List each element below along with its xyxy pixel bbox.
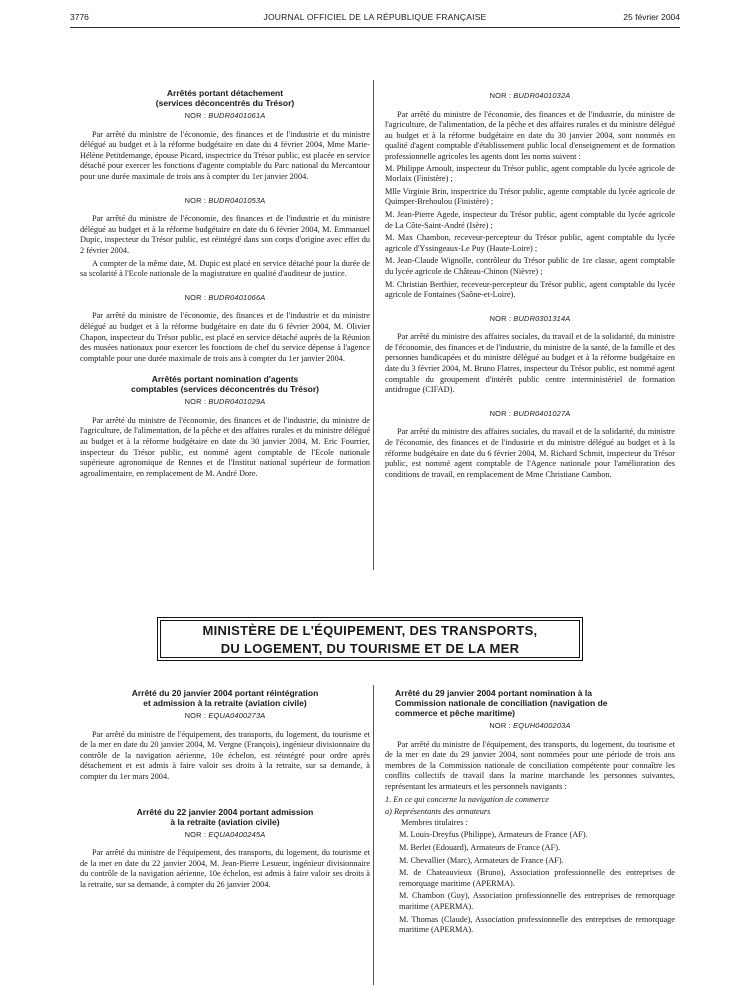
- section-title: Arrêtés portant nomination d'agents comptables (services déconcentrés du Trésor): [130, 374, 320, 395]
- ministry-title-line1: MINISTÈRE DE L'ÉQUIPEMENT, DES TRANSPORTS,: [202, 623, 538, 638]
- members-label: Membres titulaires :: [401, 817, 468, 827]
- nor-reference: NOR : BUDR0401066A: [184, 292, 266, 302]
- nor-reference: NOR : BUDR0401029A: [184, 397, 266, 407]
- decree-paragraph: Par arrêté du ministre de l'équipement, des transports, du logement, du tourisme et de la mer en date du 20 janvier 2004, M. Vergne (François), ingénieur divisionnaire du contrôle de la navigation aérienne, 10e échelon, est réintégré pour ordre après détachement et est admis à faire valoir ses droits à la retraite, sur sa demande, à compter du 1er mars 2004.: [80, 729, 370, 781]
- list-item: M. Jean-Pierre Agede, inspecteur du Trésor public, agent comptable du lycée agricole de La Côte-Saint-André (Isère) ;: [385, 209, 675, 230]
- right-column-top: [385, 88, 675, 480]
- page-header: [70, 10, 680, 26]
- nor-reference: NOR : EQUA0400245A: [184, 829, 266, 839]
- nor-reference: NOR : BUDR0301314A: [489, 313, 571, 323]
- column-divider-bottom: [373, 685, 374, 985]
- section-title: Arrêté du 29 janvier 2004 portant nomination à la Commission nationale de conciliation (navigation de commerce et pêche maritime): [395, 688, 608, 718]
- nor-reference: NOR : BUDR0401053A: [184, 195, 266, 205]
- member-item: M. Thomas (Claude), Association professionnelle des entreprises de remorquage maritime (APERMA).: [399, 914, 675, 935]
- nor-reference: NOR : EQUA0400273A: [184, 711, 266, 720]
- list-item: M. Christian Berthier, receveur-percepteur du Trésor public, agent comptable du lycée agricole de Fontaines (Saône-et-Loire).: [385, 279, 675, 300]
- list-item: M. Jean-Claude Wignolle, contrôleur du Trésor public de 1re classe, agent comptable du lycée agricole de Château-Chinon (Nièvre) ;: [385, 256, 675, 276]
- list-item: Mlle Virginie Brin, inspectrice du Trésor public, agente comptable du lycée agricole de Quimper-Brehoulou (Finistère) ;: [385, 186, 675, 207]
- section-title: Arrêté du 22 janvier 2004 portant admission à la retraite (aviation civile): [136, 806, 314, 827]
- section-title: Arrêtés portant détachement (services déconcentrés du Trésor): [155, 88, 295, 108]
- left-column-bottom: [80, 688, 370, 891]
- column-divider-top: [373, 80, 374, 570]
- issue-date: 25 février 2004: [623, 12, 680, 22]
- left-column-top: [80, 88, 370, 479]
- section-title: Arrêté du 20 janvier 2004 portant réintégration et admission à la retraite (aviation civile): [131, 688, 319, 708]
- decree-paragraph: Par arrêté du ministre de l'économie, des finances et de l'industrie, du ministre de l'agriculture, de l'alimentation, de la pêche et des affaires rurales et du ministre délégué au budget et à la réforme budgétaire en date du 30 janvier 2004, M. Eric Fourrier, inspecteur du Trésor public, est nommé agent comptable de l'Ecole nationale supérieure agronomique de Rennes et de l'Institut national supérieur de formation agroalimentaire, en remplacement de M. André Dore.: [80, 415, 370, 478]
- journal-title: JOURNAL OFFICIEL DE LA RÉPUBLIQUE FRANÇAISE: [263, 12, 487, 22]
- decree-paragraph: Par arrêté du ministre de l'économie, des finances et de l'industrie et du ministre délégué au budget et à la réforme budgétaire en date du 4 février 2004, Mme Marie-Hélène Petitdemange, épouse Picard, inspectrice du Trésor public, est placée en service détaché pour exercer les fonctions d'agente comptable du Parc national du Mercantour pour une durée maximale de trois ans à compter du 1er janvier 2004.: [80, 129, 370, 181]
- member-item: M. Chambon (Guy), Association professionnelle des entreprises de remorquage maritime (APERMA).: [399, 891, 675, 911]
- member-item: M. Berlet (Edouard), Armateurs de France (AF).: [399, 842, 561, 852]
- decree-paragraph: Par arrêté du ministre de l'économie, des finances et de l'industrie et du ministre délégué au budget et à la réforme budgétaire en date du 6 février 2004, M. Emmanuel Dupic, inspecteur du Trésor public, est réintégré dans son corps d'origine avec effet du 2 février 2004.: [80, 214, 370, 255]
- header-rule: [70, 27, 680, 28]
- nor-reference: NOR : BUDR0401027A: [489, 408, 571, 418]
- decree-paragraph: Par arrêté du ministre de l'équipement, des transports, du logement, du tourisme et de la mer en date du 29 janvier 2004, sont nommées pour une période de trois ans membres de la Commission nationale de conciliation compétente pour connaître les conflits collectifs de travail dans la marine marchande les personnes suivantes, représentant les armateurs et les personnels navigants :: [385, 739, 675, 791]
- decree-paragraph: Par arrêté du ministre des affaires sociales, du travail et de la solidarité, du ministre de l'économie, des finances et de l'industrie, du ministre de la santé, de la famille et des personnes handicapées et du ministre délégué au budget et à la réforme budgétaire en date du 3 février 2004, M. Bruno Flatres, inspecteur du Trésor public, est nommé agent comptable du groupement d'intérêt public centre interministériel de formation antidrogue (CIFAD).: [385, 332, 675, 395]
- subsection-heading: 1. En ce qui concerne la navigation de commerce: [385, 794, 549, 804]
- decree-paragraph: Par arrêté du ministre de l'équipement, des transports, du logement, du tourisme et de la mer en date du 22 janvier 2004, M. Jean-Pierre Lesueur, ingénieur divisionnaire du contrôle de la navigation aérienne, 10e échelon, est admis à faire valoir ses droits à la retraite, sur sa demande, à compter du 26 janvier 2004.: [80, 848, 370, 889]
- ministry-banner: [160, 620, 580, 658]
- member-item: M. Chevallier (Marc), Armateurs de France (AF).: [399, 855, 564, 865]
- list-item: M. Philippe Arnoult, inspecteur du Trésor public, agent comptable du lycée agricole de Morlaix (Finistère) ;: [385, 163, 675, 184]
- ministry-title-line2: DU LOGEMENT, DU TOURISME ET DE LA MER: [220, 641, 520, 656]
- decree-paragraph: A compter de la même date, M. Dupic est placé en service détaché pour la durée de sa scolarité à l'Ecole nationale de la magistrature en qualité d'auditeur de justice.: [80, 258, 370, 279]
- nor-reference: NOR : BUDR0401032A: [489, 91, 571, 100]
- decree-paragraph: Par arrêté du ministre des affaires sociales, du travail et de la solidarité, du ministre de l'économie, des finances et de l'industrie et du ministre délégué au budget et à la réforme budgétaire en date du 6 février 2004, M. Richard Schmit, inspecteur du Trésor public, est nommé agent comptable de l'Agence nationale pour l'amélioration des conditions de travail, en remplacement de Mme Christiane Cambon.: [385, 427, 675, 479]
- nor-reference: NOR : BUDR0401061A: [184, 111, 266, 120]
- list-item: M. Max Chambon, receveur-percepteur du Trésor public, agent comptable du lycée agricole d'Yssingeaux-Le Puy (Haute-Loire) ;: [385, 233, 675, 253]
- subsection-heading: a) Représentants des armateurs: [385, 807, 491, 817]
- member-item: M. Louis-Dreyfus (Philippe), Armateurs de France (AF).: [399, 830, 588, 840]
- page-number: 3776: [70, 12, 89, 22]
- nor-reference: NOR : EQUH0400203A: [489, 721, 571, 730]
- member-item: M. de Chateauvieux (Bruno), Association professionnelle des entreprises de remorquage maritime (APERMA).: [399, 868, 675, 888]
- decree-paragraph: Par arrêté du ministre de l'économie, des finances et de l'industrie et du ministre délégué au budget et à la réforme budgétaire en date du 6 février 2004, M. Olivier Chapon, inspecteur du Trésor public, est placé en service détaché auprès de la Réunion des musées nationaux pour exercer les fonctions de chef du service dépense à l'agence comptable pour une durée maximale de trois ans à compter du 1er janvier 2004.: [80, 311, 370, 363]
- decree-paragraph: Par arrêté du ministre de l'économie, des finances et de l'industrie, du ministre de l'agriculture, de l'alimentation, de la pêche et des affaires rurales et du ministre délégué au budget et à la réforme budgétaire en date du 30 janvier 2004, sont nommés en qualité d'agent comptable d'établissement public local d'enseignement et de formation professionnelle agricoles les agents dont les noms suivent :: [385, 109, 675, 161]
- right-column-bottom: [385, 688, 675, 936]
